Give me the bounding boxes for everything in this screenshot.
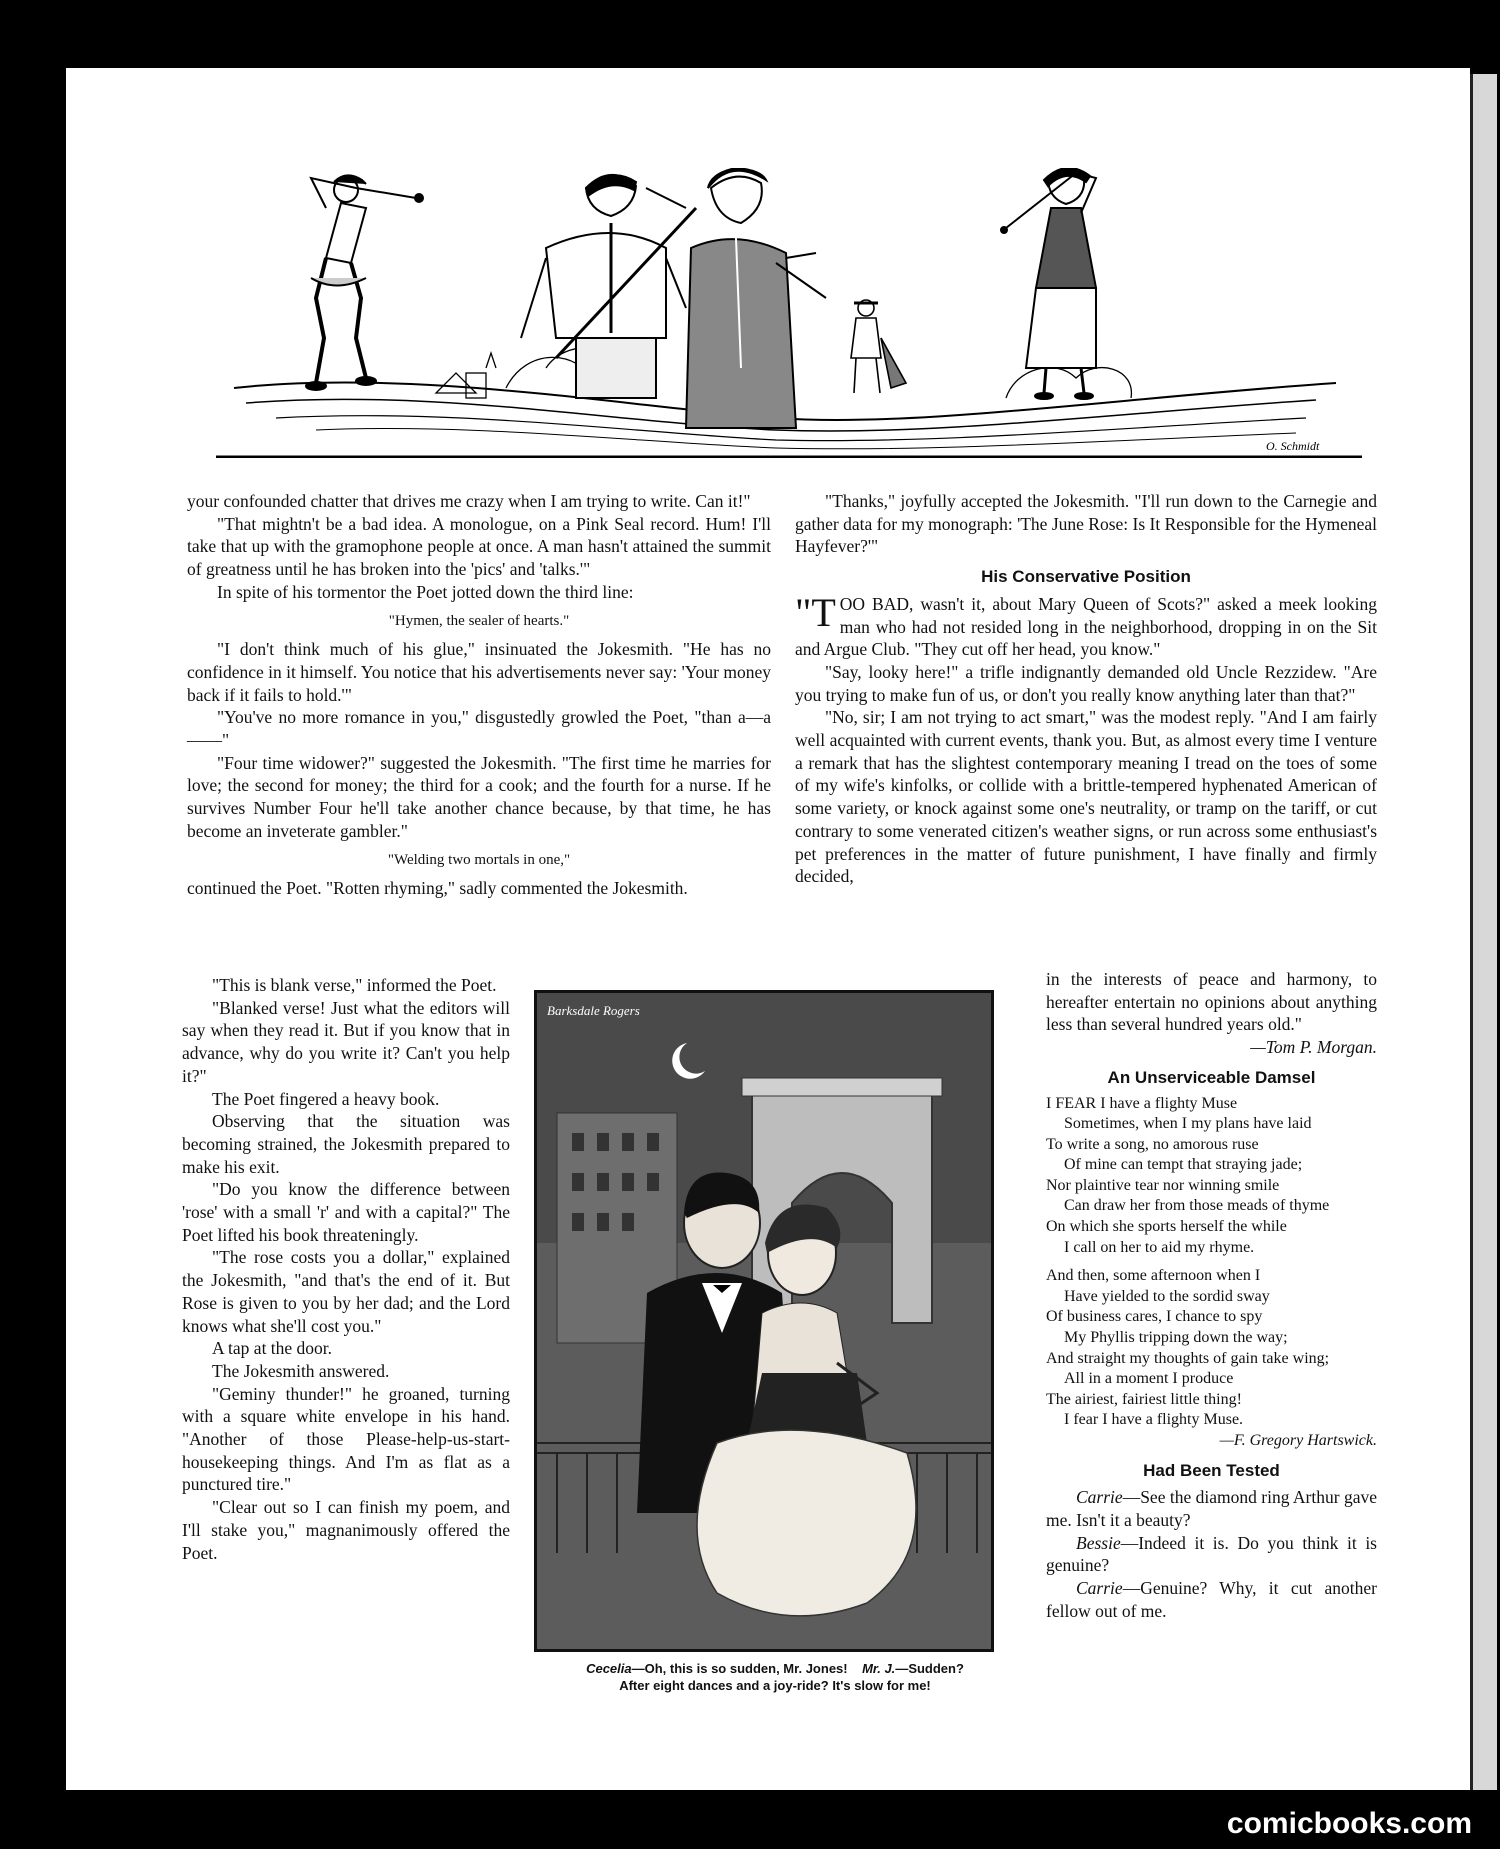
poem xyxy=(1046,1094,1377,1452)
section-heading: His Conservative Position xyxy=(981,567,1191,587)
poem-line: On which she sports herself the while xyxy=(1046,1218,1287,1236)
column-3 xyxy=(1046,968,1377,1623)
poem-line: I fear I have a flighty Muse. xyxy=(1064,1411,1244,1429)
caption-speaker: Cecelia xyxy=(586,1661,632,1676)
paragraph: your confounded chatter that drives me crazy when I am trying to write. Can it!" xyxy=(187,491,751,511)
paragraph-text: OO BAD, wasn't it, about Mary Queen of Scots?" asked a meek looking man who had not resided long in the neighborhood, dropping in on the Sit and Argue Club. "They cut off her head, you know." xyxy=(795,593,1377,660)
paragraph: "That mightn't be a bad idea. A monologue, on a Pink Seal record. Hum! I'll take that up with the gramophone people at once. A man hasn't attained the summit of greatness until he has broken into the 'pics' and 'talks.'" xyxy=(187,513,771,580)
poem-line: And straight my thoughts of gain take wing; xyxy=(1046,1349,1330,1367)
poem-line: Can draw her from those meads of thyme xyxy=(1064,1197,1330,1215)
column-1-upper xyxy=(187,490,771,900)
poem-line: I call on her to aid my rhyme. xyxy=(1064,1238,1255,1256)
paragraph: "Geminy thunder!" he groaned, turning with a square white envelope in his hand. "Another of those Please-help-us-start-housekeeping things. And I'm as flat as a punctured tire." xyxy=(182,1383,510,1495)
poem-line: I FEAR I have a flighty Muse xyxy=(1046,1094,1238,1112)
verse-line: "Hymen, the sealer of hearts." xyxy=(388,612,570,629)
couple-illustration xyxy=(534,990,994,1652)
paragraph: "Thanks," joyfully accepted the Jokesmith. "I'll run down to the Carnegie and gather data for my monograph: 'The June Rose: Is It Responsible for the Hymeneal Hayfever?'" xyxy=(795,491,1377,557)
paragraph: "The rose costs you a dollar," explained the Jokesmith, "and that's the end of it. But Rose is given to you by her dad; and the Lord knows what she'll cost you." xyxy=(182,1247,510,1336)
paragraph: "I don't think much of his glue," insinuated the Jokesmith. "He has no confidence in it himself. You notice that his advertisements never say: 'Your money back if it fails to hold.'" xyxy=(187,639,771,705)
illustration-drawing xyxy=(537,993,991,1649)
poem-line: Nor plaintive tear nor winning smile xyxy=(1046,1176,1280,1194)
speaker-name: Carrie xyxy=(1076,1578,1123,1599)
column-1-lower xyxy=(182,974,510,1564)
dialogue-text: —See the diamond ring Arthur gave me. Isn't it a beauty? xyxy=(1046,1487,1377,1531)
paragraph xyxy=(795,589,1377,661)
dialogue-line xyxy=(1046,1532,1377,1577)
poem-line: The airiest, fairiest little thing! xyxy=(1046,1390,1242,1408)
paragraph: continued the Poet. "Rotten rhyming," sadly commented the Jokesmith. xyxy=(187,878,688,899)
drop-cap: "T xyxy=(795,589,836,635)
verse-line: "Welding two mortals in one," xyxy=(387,851,571,868)
watermark: comicbooks.com xyxy=(1226,1807,1472,1840)
poem-line: To write a song, no amorous ruse xyxy=(1046,1135,1259,1153)
poem-line: Of business cares, I chance to spy xyxy=(1046,1308,1263,1326)
paragraph: Observing that the situation was becoming strained, the Jokesmith prepared to make his exit. xyxy=(182,1111,510,1177)
speaker-name: Carrie xyxy=(1076,1487,1123,1508)
paragraph: "No, sir; I am not trying to act smart," was the modest reply. "And I am fairly well acquainted with current events, thank you. But, as almost every time I venture a remark that has the slightest contemporary meaning I tread on the toes of some of my wife's kinfolks, or collide with a brittle-tempered hyphenated American of some variety, or knock against some one's neutrality, or tramp on the tariff, or cut contrary to some venerated citizen's weather signs, or run across some enthusiast's pet preferences in the matter of future punishment, I have finally and firmly decided, xyxy=(795,707,1377,887)
paragraph: "You've no more romance in you," disgustedly growled the Poet, "than a—a——" xyxy=(187,707,771,751)
paragraph: in the interests of peace and harmony, to hereafter entertain no opinions about anything less than several hundred years old." xyxy=(1046,969,1377,1035)
paragraph: "Do you know the difference between 'rose' with a small 'r' and with a capital?" The Poet lifted his book threateningly. xyxy=(182,1179,510,1245)
paragraph: "Blanked verse! Just what the editors will say when they read it. But if you know that in advance, why do you write it? Can't you help it?" xyxy=(182,997,510,1086)
facing-page-edge xyxy=(1470,74,1497,1790)
caption-line-1 xyxy=(520,1660,1030,1677)
column-2 xyxy=(795,490,1377,888)
illustration-caption xyxy=(520,1660,1030,1694)
dialogue-text: —Genuine? Why, it cut another fellow out of me. xyxy=(1046,1578,1377,1621)
paragraph: The Jokesmith answered. xyxy=(212,1360,390,1381)
golf-header-illustration xyxy=(216,168,1362,458)
poem-line: My Phyllis tripping down the way; xyxy=(1064,1329,1288,1347)
caption-text: —Sudden? xyxy=(895,1661,964,1676)
left-golfer-figure xyxy=(306,175,423,390)
poem-line: Of mine can tempt that straying jade; xyxy=(1064,1156,1303,1174)
author-signature: —F. Gregory Hartswick. xyxy=(1219,1432,1377,1450)
artist-signature: Barksdale Rogers xyxy=(547,1003,640,1018)
dialogue-line xyxy=(1046,1486,1377,1531)
dialogue-text: —Indeed it is. Do you think it is genuine? xyxy=(1046,1532,1377,1576)
section-heading: Had Been Tested xyxy=(1143,1460,1280,1480)
paragraph: "Say, looky here!" a trifle indignantly demanded old Uncle Rezzidew. "Are you trying to make fun of us, or don't you really know anything later than that?" xyxy=(795,661,1377,705)
caddy-figure xyxy=(851,300,906,393)
caption-line-2: After eight dances and a joy-ride? It's slow for me! xyxy=(619,1678,931,1693)
paragraph: The Poet fingered a heavy book. xyxy=(212,1088,440,1109)
paragraph: "This is blank verse," informed the Poet. xyxy=(212,975,497,995)
paragraph: "Four time widower?" suggested the Jokesmith. "The first time he marries for love; the second for money; the third for a cook; and the fourth for a nurse. If he survives Number Four he'll take another chance because, by that time, he has become an inveterate gambler." xyxy=(187,752,771,841)
caption-speaker: Mr. J. xyxy=(862,1661,896,1676)
poem-line: Sometimes, when I my plans have laid xyxy=(1064,1115,1312,1133)
author-signature: —Tom P. Morgan. xyxy=(1250,1037,1377,1058)
center-couple-figure xyxy=(521,168,826,428)
caption-text: —Oh, this is so sudden, Mr. Jones! xyxy=(631,1661,848,1676)
speaker-name: Bessie xyxy=(1076,1532,1121,1553)
section-heading: An Unserviceable Damsel xyxy=(1107,1067,1316,1087)
paragraph: "Clear out so I can finish my poem, and I'll stake you," magnanimously offered the Poet. xyxy=(182,1497,510,1563)
dialogue-line xyxy=(1046,1577,1377,1622)
right-golfer-figure xyxy=(1001,168,1096,399)
poem-line: All in a moment I produce xyxy=(1064,1370,1234,1388)
paragraph: In spite of his tormentor the Poet jotted down the third line: xyxy=(217,581,634,602)
header-art-signature: O. Schmidt xyxy=(1266,439,1320,453)
poem-line: Have yielded to the sordid sway xyxy=(1064,1287,1270,1305)
paragraph: A tap at the door. xyxy=(212,1338,333,1359)
poem-line: And then, some afternoon when I xyxy=(1046,1267,1261,1285)
